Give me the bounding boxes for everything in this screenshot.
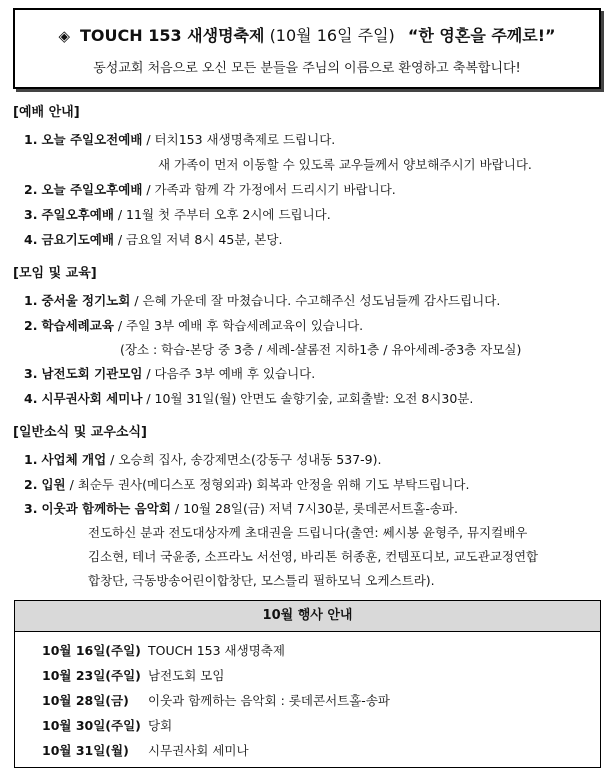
- table-row: 10월 31일(월) 시무권사회 세미나: [42, 743, 249, 758]
- list-item: 1. 중서울 정기노회 / 은혜 가운데 잘 마쳤습니다. 수고해주신 성도님들께 감사드립니다.: [24, 293, 501, 308]
- list-item: 4. 금요기도예배 / 금요일 저녁 8시 45분, 본당.: [24, 232, 283, 247]
- list-item-continuation: 전도하신 분과 전도대상자께 초대권을 드립니다(출연: 쎄시봉 윤형주, 뮤지컬배우: [88, 525, 528, 540]
- festival-date: (10월 16일 주일): [269, 26, 395, 45]
- welcome-message: 동성교회 처음으로 오신 모든 분들을 주님의 이름으로 환영하고 축복합니다!: [93, 61, 521, 76]
- worship-section-title: [예배 안내]: [13, 105, 80, 120]
- festival-slogan: “한 영혼을 주께로!”: [407, 26, 556, 45]
- news-section-title: [일반소식 및 교우소식]: [13, 425, 147, 440]
- list-item: 3. 남전도회 기관모임 / 다음주 3부 예배 후 있습니다.: [24, 366, 316, 381]
- list-item: 1. 오늘 주일오전예배 / 터치153 새생명축제로 드립니다.: [24, 132, 336, 147]
- header-title: [15, 23, 599, 46]
- festival-name: TOUCH 153 새생명축제: [80, 26, 265, 45]
- events-title: 10월 행사 안내: [15, 601, 600, 632]
- list-item: 2. 오늘 주일오후예배 / 가족과 함께 각 가정에서 드리시기 바랍니다.: [24, 182, 396, 197]
- list-item-continuation: 합창단, 극동방송어린이합창단, 모스틀리 필하모닉 오케스트라).: [88, 573, 435, 588]
- table-row: 10월 30일(주일) 당회: [42, 718, 173, 733]
- list-item: 2. 입원 / 최순두 권사(메디스포 정형외과) 회복과 안정을 위해 기도 부탁드립니다.: [24, 477, 470, 492]
- table-row: 10월 16일(주일) TOUCH 153 새생명축제: [42, 643, 285, 658]
- list-item-continuation: 김소현, 테너 국윤종, 소프라노 서선영, 바리톤 허종훈, 컨템포디보, 교도관교정연합: [88, 549, 539, 564]
- table-row: 10월 23일(주일) 남전도회 모임: [42, 668, 225, 683]
- list-item: 3. 이웃과 함께하는 음악회 / 10월 28일(금) 저녁 7시30분, 롯데콘서트홀-송파.: [24, 501, 458, 516]
- list-item: 4. 시무권사회 세미나 / 10월 31일(월) 안면도 솔향기숲, 교회출발: 오전 8시30분.: [24, 391, 474, 406]
- header-banner: [13, 8, 601, 89]
- meeting-section-title: [모임 및 교육]: [13, 266, 97, 281]
- list-item: 2. 학습세례교육 / 주일 3부 예배 후 학습세례교육이 있습니다.: [24, 318, 364, 333]
- list-item-continuation: 새 가족이 먼저 이동할 수 있도록 교우들께서 양보해주시기 바랍니다.: [158, 157, 532, 172]
- table-row: 10월 28일(금) 이웃과 함께하는 음악회 : 롯데콘서트홀-송파: [42, 693, 390, 708]
- events-table: [14, 600, 601, 768]
- list-item: 1. 사업체 개업 / 오승희 집사, 송강제면소(강동구 성내동 537-9).: [24, 452, 382, 467]
- diamond-icon: ◈: [58, 27, 70, 45]
- list-item: 3. 주일오후예배 / 11월 첫 주부터 오후 2시에 드립니다.: [24, 207, 331, 222]
- list-item-continuation: (장소 : 학습-본당 중 3층 / 세례-샬롬전 지하1층 / 유아세례-중3층 자모실): [120, 342, 522, 357]
